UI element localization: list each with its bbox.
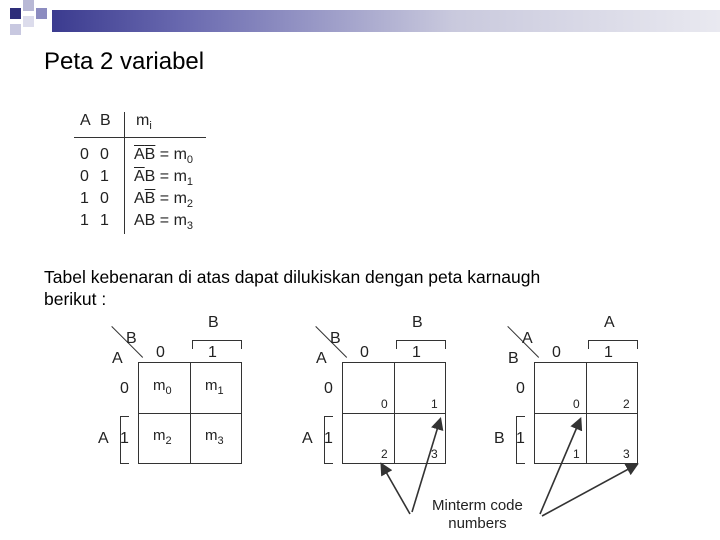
kmap-cell-number: 0 <box>573 397 580 411</box>
col-val-1: 1 <box>604 344 613 361</box>
body-line-2: berikut : <box>44 289 107 309</box>
row-val-0: 0 <box>516 380 525 397</box>
minterm-sub: 0 <box>186 154 194 167</box>
cell-a: 1 <box>80 190 89 207</box>
row-bracket-label: A <box>98 430 109 447</box>
cell-a: 0 <box>80 168 89 185</box>
kmap-cell-minterm: $m_1$ <box>205 377 224 397</box>
cell-b: 1 <box>100 212 109 229</box>
col-bracket-label: A <box>604 314 615 331</box>
col-val-0: 0 <box>156 344 165 361</box>
kmap-cell-number: 2 <box>623 397 630 411</box>
minterm-sub: 3 <box>217 435 224 447</box>
term-a: A <box>134 190 145 207</box>
minterm-expression: $A\overline{B} = m_2$ <box>134 190 194 211</box>
row-val-0: 0 <box>324 380 333 397</box>
row-val-1: 1 <box>120 430 129 447</box>
header-m: $m_i$ <box>136 112 152 133</box>
col-var-label: B <box>126 330 137 347</box>
minterm-sub: 1 <box>217 385 224 397</box>
kmap-cell-number: 1 <box>431 397 438 411</box>
arrow-line <box>540 420 580 514</box>
arrow-line <box>542 465 636 516</box>
term-b: $\overline{B}$ <box>144 146 156 163</box>
term-b: $\overline{B}$ <box>144 190 156 207</box>
cell-b: 1 <box>100 168 109 185</box>
col-bracket-label: B <box>412 314 423 331</box>
col-val-1: 1 <box>208 344 217 361</box>
header-b: B <box>100 112 111 129</box>
kmap-cell-minterm: $m_2$ <box>153 427 172 447</box>
col-val-0: 0 <box>552 344 561 361</box>
row-val-1: 1 <box>516 430 525 447</box>
cell-a: 0 <box>80 146 89 163</box>
kmap-cell-number: 3 <box>431 447 438 461</box>
col-val-0: 0 <box>360 344 369 361</box>
annotation-line-2: numbers <box>448 515 507 532</box>
row-val-0: 0 <box>120 380 129 397</box>
slide-title: Peta 2 variabel <box>44 48 205 75</box>
term-a: $\overline{A}$ <box>134 168 145 185</box>
minterm-expression: $\overline{A}\overline{B} = m_0$ <box>134 146 194 167</box>
col-var-label: A <box>522 330 533 347</box>
header-a: A <box>80 112 91 129</box>
col-var-label: B <box>330 330 341 347</box>
minterm-sub: 3 <box>186 220 194 233</box>
row-bracket-label: A <box>302 430 313 447</box>
col-bracket-label: B <box>208 314 219 331</box>
minterm-expression: AB = $m_3$ <box>134 212 194 233</box>
cell-b: 0 <box>100 146 109 163</box>
row-var-label: A <box>112 350 123 367</box>
kmap-cell-number: 2 <box>381 447 388 461</box>
term-b: B <box>144 168 156 185</box>
annotation-line-1: Minterm code <box>432 497 523 514</box>
kmap-cell-number: 0 <box>381 397 388 411</box>
kmap-cell-number: 3 <box>623 447 630 461</box>
arrow-line <box>382 465 410 514</box>
col-val-1: 1 <box>412 344 421 361</box>
minterm-sub: 1 <box>186 176 194 189</box>
kmap-cell-minterm: $m_3$ <box>205 427 224 447</box>
cell-a: 1 <box>80 212 89 229</box>
minterm-sub: 0 <box>165 385 172 397</box>
term-b: B <box>144 212 156 229</box>
body-line-1: Tabel kebenaran di atas dapat dilukiskan dengan peta karnaugh <box>44 267 541 287</box>
minterm-annotation <box>432 497 523 533</box>
kmap-cell-number: 1 <box>573 447 580 461</box>
term-a: $\overline{A}$ <box>134 146 145 163</box>
row-val-1: 1 <box>324 430 333 447</box>
row-bracket-label: B <box>494 430 505 447</box>
minterm-expression: $\overline{A}B = m_1$ <box>134 168 194 189</box>
row-var-label: B <box>508 350 519 367</box>
term-a: A <box>134 212 145 229</box>
minterm-sub: 2 <box>186 198 194 211</box>
row-var-label: A <box>316 350 327 367</box>
minterm-sub: 2 <box>165 435 172 447</box>
cell-b: 0 <box>100 190 109 207</box>
kmap-cell-minterm: $m_0$ <box>153 377 172 397</box>
